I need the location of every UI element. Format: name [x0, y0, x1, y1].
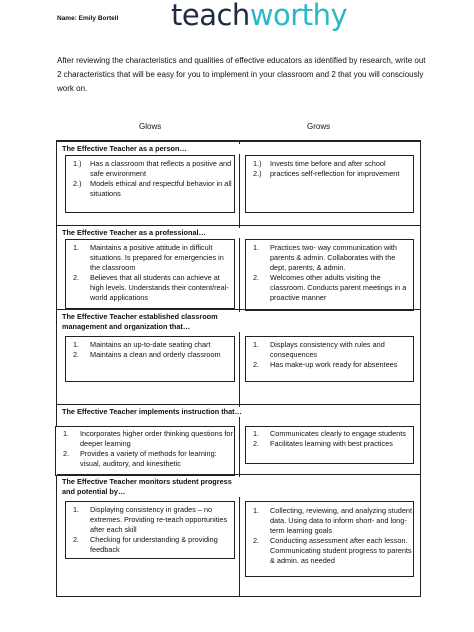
section-title: The Effective Teacher implements instruction that…	[62, 407, 242, 416]
list-item: 2.) practices self-reflection for improvement	[253, 169, 400, 178]
section-title: The Effective Teacher established classroom management and organization that…	[62, 312, 242, 332]
section-title: The Effective Teacher as a person…	[62, 144, 242, 154]
student-name: Name: Emily Bortell	[57, 15, 119, 22]
section-title: The Effective Teacher as a professional…	[62, 228, 242, 238]
list-item: 2. Facilitates learning with best practices	[253, 439, 393, 448]
list-item: 2. Provides a variety of methods for learning: visual, auditory, and kinesthetic	[63, 449, 217, 468]
list-item: 1. Displays consistency with rules and consequences	[253, 340, 385, 359]
list-item: 1. Incorporates higher order thinking questions for deeper learning	[63, 429, 233, 448]
section-professional	[57, 225, 420, 310]
list-item: 2. Believes that all students can achieve at high levels. Understands their content/real-world applications	[73, 273, 229, 302]
teachworthy-logo	[171, 0, 347, 32]
grows-box	[245, 426, 414, 464]
list-item: 2.) Models ethical and respectful behavior in all situations	[73, 179, 232, 198]
section-person	[57, 141, 420, 226]
section-title: The Effective Teacher monitors student progress and potential by…	[62, 477, 242, 497]
glows-box	[65, 336, 235, 382]
list-item: 1.) Invests time before and after school	[253, 159, 386, 168]
list-item: 2. Maintains a clean and orderly classroom	[73, 350, 221, 359]
logo-part-2: worthy	[249, 0, 348, 32]
logo-part-1: teach	[171, 0, 250, 32]
section-monitoring	[57, 474, 420, 597]
grows-box	[245, 239, 414, 311]
grows-header: Grows	[307, 122, 331, 131]
instructions: After reviewing the characteristics and qualities of effective educators as identified by research, write out 2 characteristics that will be easy for you to implement in your classroom and 2 that you will consciously work on.	[57, 56, 426, 93]
glows-header: Glows	[139, 122, 162, 131]
list-item: 2. Welcomes other adults visiting the classroom. Conducts parent meetings in a proactive manner	[253, 273, 407, 302]
grows-box	[245, 501, 414, 577]
list-item: 1. Maintains a positive attitude in difficult situations. Is prepared for emergencies in the classroom	[73, 243, 224, 272]
list-item: 2. Checking for understanding & providing feedback	[73, 535, 218, 554]
list-item: 1. Maintains an up-to-date seating chart	[73, 340, 211, 349]
grows-box	[245, 155, 414, 213]
section-management	[57, 309, 420, 405]
list-item: 1.) Has a classroom that reflects a positive and safe environment	[73, 159, 232, 178]
grows-box	[245, 336, 414, 382]
glows-box	[55, 426, 235, 476]
list-item: 1. Communicates clearly to engage students	[253, 429, 406, 438]
list-item: 2. Conducting assessment after each lesson. Communicating student progress to parents & admin. as needed	[253, 536, 412, 565]
list-item: 1. Collecting, reviewing, and analyzing student data. Using data to inform short- and long-term learning goals	[253, 506, 412, 535]
section-instruction	[57, 404, 420, 475]
glows-grows-table	[56, 140, 421, 597]
list-item: 1. Practices two- way communication with parents & admin. Collaborates with the dept, parents, & admin.	[253, 243, 397, 272]
glows-box	[65, 155, 235, 213]
glows-box	[65, 501, 235, 559]
list-item: 1. Displaying consistency in grades – no extremes. Providing re-teach opportunities after each skill	[73, 505, 228, 534]
list-item: 2. Has make-up work ready for absentees	[253, 360, 398, 369]
glows-box	[65, 239, 235, 309]
